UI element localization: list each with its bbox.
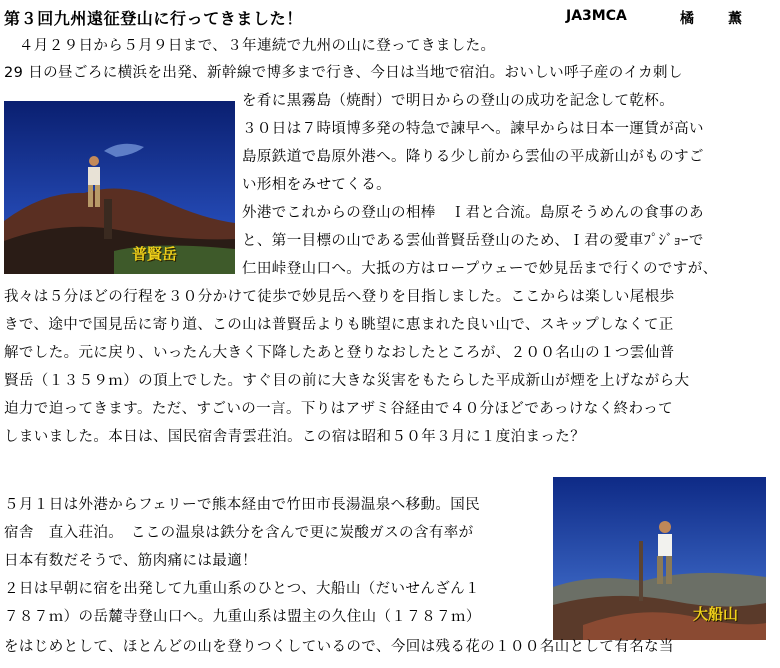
text-line: 我々は５分ほどの行程を３０分かけて徒歩で妙見岳へ登りを目指しました。ここからは楽しい尾根歩 (4, 289, 675, 305)
text-line: 解でした。元に戻り、いったん大きく下降したあと登りなおしたところが、２００名山の１つ雲仙普 (4, 345, 675, 361)
text-line: しまいました。本日は、国民宿舎青雲荘泊。この宿は昭和５０年３月に１度泊まった？ (4, 429, 586, 445)
text-line: きで、途中で国見岳に寄り道、この山は普賢岳よりも眺望に恵まれた良い山で、スキップしなくて正 (4, 317, 674, 333)
text-line: を肴に黒霧島（焼酎）で明日からの登山の成功を記念して乾杯。 (242, 93, 675, 109)
text-line: い形相をみせてくる。 (242, 177, 391, 193)
text-line: 外港でこれからの登山の相棒 Ｉ君と合流。島原そうめんの食事のあ (242, 205, 704, 221)
text-line: ２日は早朝に宿を出発して九重山系のひとつ、大船山（だいせんざん１ (4, 581, 480, 597)
text-line: 迫力で迫ってきます。ただ、すごいの一言。下りはアザミ谷経由で４０分ほどであっけなく終わって (4, 401, 674, 417)
text-line: 日本有数だそうで、筋肉痛には最適！ (4, 553, 258, 569)
text-line: 宿舎 直入荘泊。 ここの温泉は鉄分を含んで更に炭酸ガスの含有率が (4, 525, 474, 541)
text-line: 賢岳（１３５９ｍ）の頂上でした。すぐ目の前に大きな災害をもたらした平成新山が煙を上げながら大 (4, 373, 690, 389)
text-line: 仁田峠登山口へ。大抵の方はロープウェーで妙見岳まで行くのですが、 (242, 261, 718, 277)
text-line: ４月２９日から５月９日まで、３年連続で九州の山に登ってきました。 (4, 38, 496, 54)
photo-caption-taisenzan: 大船山 (693, 605, 739, 623)
text-line: と、第一目標の山である雲仙普賢岳登山のため、Ｉ君の愛車ﾌﾟｼﾞｮｰで (242, 233, 704, 249)
text-line: ３０日は７時頃博多発の特急で諫早へ。諫早からは日本一運賃が高い (242, 121, 704, 137)
text-line: 島原鉄道で島原外港へ。降りる少し前から雲仙の平成新山がものすご (242, 149, 704, 165)
photo-caption-fugendake: 普賢岳 (132, 245, 178, 263)
text-line: 29 日の昼ごろに横浜を出発、新幹線で博多まで行き、今日は当地で宿泊。おいしい呼子産のイカ刺し (4, 65, 683, 81)
author-name: 橘 薫 (680, 11, 752, 27)
photo-taisenzan (553, 477, 766, 640)
callsign: JA3MCA (566, 8, 627, 24)
photo-fugendake (4, 101, 235, 274)
text-line: ５月１日は外港からフェリーで熊本経由で竹田市長湯温泉へ移動。国民 (4, 497, 481, 513)
text-line: をはじめとして、ほとんどの山を登りつくしているので、今回は残る花の１００名山として有名な当 (4, 639, 674, 655)
text-line: ７８７ｍ）の岳麓寺登山口へ。九重山系は盟主の久住山（１７８７ｍ） (4, 609, 481, 625)
page-title: 第３回九州遠征登山に行ってきました！ (4, 9, 303, 28)
